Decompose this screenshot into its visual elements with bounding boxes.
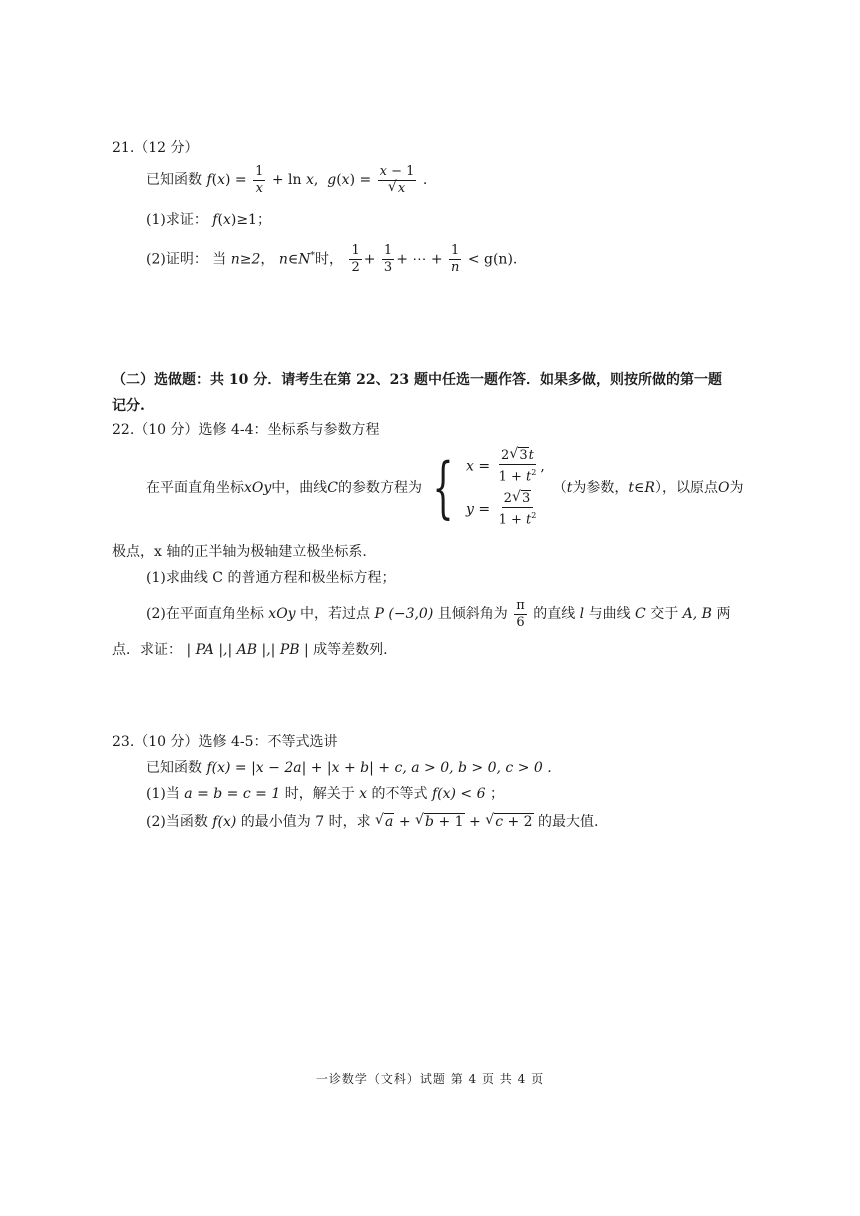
section-header-line2: 记分. bbox=[112, 398, 145, 414]
q23-part1: (1)当 a = b = c = 1 时，解关于 x 的不等式 f(x) < 6 ； bbox=[146, 786, 504, 802]
q21-header: 21.（12 分） bbox=[112, 140, 199, 156]
q21-given-prefix: 已知函数 bbox=[146, 172, 202, 188]
q21-part1: (1)求证： f(x)≥1； bbox=[146, 212, 271, 228]
q22-part2: (2)在平面直角坐标 xOy 中，若过点 P (−3,0) 且倾斜角为 $\frac{\pi}{6}$ 的直线 l 与曲线 C 交于 A, B 两 bbox=[146, 597, 731, 630]
page-footer: 一诊数学（文科）试题 第 4 页 共 4 页 bbox=[315, 1072, 545, 1086]
q21-part2: (2)证明： 当 n≥2， n∈N*时， $\frac{1}{2}$ + $\frac{1}{3}$ + ⋯ + $\frac{1}{n}$ < g(n). bbox=[146, 243, 518, 276]
section-header-line1: （二）选做题：共 10 分．请考生在第 22、23 题中任选一题作答．如果多做，则按所做的第一题 bbox=[112, 372, 722, 388]
q22-intro: 在平面直角坐标 xOy 中，曲线 C 的参数方程为 { x = $\frac{2√ 3t}{1 + t^2}$ , y = $\frac{2√ 3}{1 + t^2}$ （ t 为参数， t∈R ），以原点 O 为 bbox=[146, 444, 743, 532]
q23-given: 已知函数 f(x) = |x − 2a| + |x + b| + c, a > 0, b > 0, c > 0 . bbox=[146, 760, 552, 776]
q23-header: 23.（10 分）选修 4-5：不等式选讲 bbox=[112, 734, 338, 750]
q22-intro-line2: 极点，x 轴的正半轴为极轴建立极坐标系. bbox=[112, 544, 367, 560]
parametric-system: { x = $\frac{2√ 3t}{1 + t^2}$ , y = $\frac{2√ 3}{1 + t^2}$ bbox=[422, 448, 545, 529]
q22-part1: (1)求曲线 C 的普通方程和极坐标方程； bbox=[146, 570, 396, 586]
q23-part2: (2)当函数 f(x) 的最小值为 7 时，求 √ a + √ b + 1 + √ c + 2 的最大值. bbox=[146, 812, 599, 832]
q21-given: 已知函数 f(x) = $\frac{1}{x}$ + ln x, g(x) = x − 1 √ x . bbox=[146, 160, 427, 200]
q22-part2-line2: 点．求证： | PA |,| AB |,| PB | 成等差数列. bbox=[112, 642, 388, 658]
q22-header: 22.（10 分）选修 4-4：坐标系与参数方程 bbox=[112, 422, 380, 438]
